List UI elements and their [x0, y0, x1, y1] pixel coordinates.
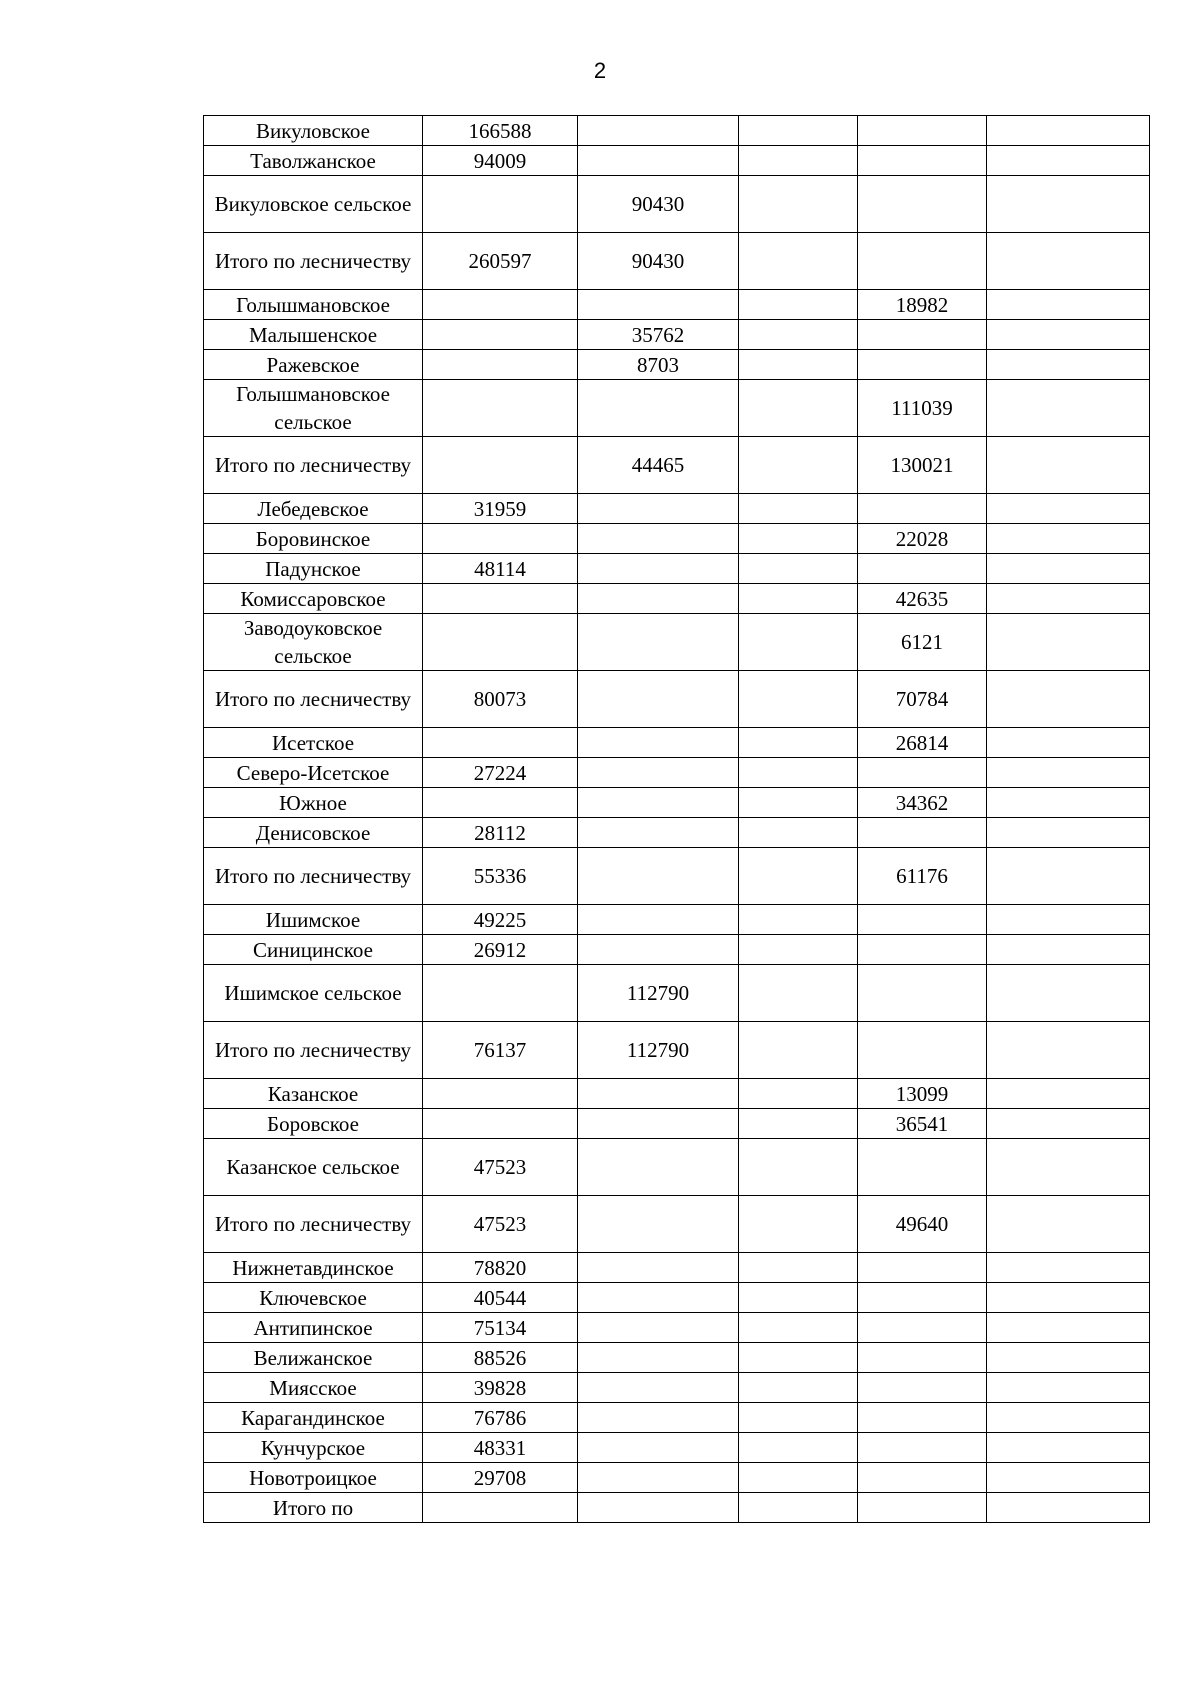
table-row	[204, 1196, 1150, 1253]
row-label-cell: Викуловское сельское	[204, 176, 423, 233]
value-cell	[423, 437, 578, 494]
row-label-cell: Антипинское	[204, 1313, 423, 1343]
value-cell	[578, 1313, 739, 1343]
table-row	[204, 614, 1150, 671]
value-cell	[423, 728, 578, 758]
value-cell: 47523	[423, 1196, 578, 1253]
value-cell	[578, 671, 739, 728]
value-cell	[987, 584, 1150, 614]
value-cell	[858, 350, 987, 380]
value-cell	[739, 1109, 858, 1139]
value-cell	[739, 1313, 858, 1343]
value-cell	[858, 494, 987, 524]
value-cell: 166588	[423, 116, 578, 146]
table-row	[204, 584, 1150, 614]
row-label-cell: Синицинское	[204, 935, 423, 965]
row-label-cell: Малышенское	[204, 320, 423, 350]
value-cell	[858, 1493, 987, 1523]
value-cell	[739, 1403, 858, 1433]
value-cell	[858, 905, 987, 935]
value-cell	[987, 1253, 1150, 1283]
value-cell	[987, 320, 1150, 350]
table-row	[204, 1139, 1150, 1196]
table-row	[204, 1433, 1150, 1463]
table-row	[204, 437, 1150, 494]
value-cell	[987, 1343, 1150, 1373]
value-cell	[987, 176, 1150, 233]
table-row	[204, 524, 1150, 554]
row-label-cell: Падунское	[204, 554, 423, 584]
value-cell	[739, 1373, 858, 1403]
value-cell	[858, 1313, 987, 1343]
value-cell	[578, 1079, 739, 1109]
value-cell	[858, 1343, 987, 1373]
table-row	[204, 1373, 1150, 1403]
table-row	[204, 905, 1150, 935]
value-cell	[423, 524, 578, 554]
value-cell	[739, 1343, 858, 1373]
value-cell: 35762	[578, 320, 739, 350]
value-cell	[739, 1493, 858, 1523]
value-cell: 111039	[858, 380, 987, 437]
value-cell	[987, 290, 1150, 320]
row-label-cell: Итого по лесничеству	[204, 848, 423, 905]
value-cell	[987, 788, 1150, 818]
row-label-cell: Южное	[204, 788, 423, 818]
value-cell: 27224	[423, 758, 578, 788]
value-cell	[423, 788, 578, 818]
value-cell	[578, 554, 739, 584]
value-cell: 260597	[423, 233, 578, 290]
value-cell: 94009	[423, 146, 578, 176]
table-row	[204, 554, 1150, 584]
value-cell	[858, 320, 987, 350]
table-row	[204, 1403, 1150, 1433]
row-label-cell: Ключевское	[204, 1283, 423, 1313]
value-cell	[858, 818, 987, 848]
value-cell: 6121	[858, 614, 987, 671]
row-label-cell: Новотроицкое	[204, 1463, 423, 1493]
value-cell	[739, 380, 858, 437]
value-cell	[858, 1139, 987, 1196]
value-cell	[739, 233, 858, 290]
forestry-table	[203, 115, 1150, 1523]
value-cell	[739, 818, 858, 848]
value-cell	[578, 494, 739, 524]
value-cell: 28112	[423, 818, 578, 848]
value-cell	[423, 1079, 578, 1109]
value-cell: 112790	[578, 1022, 739, 1079]
value-cell: 26912	[423, 935, 578, 965]
value-cell: 13099	[858, 1079, 987, 1109]
value-cell	[578, 116, 739, 146]
value-cell	[858, 1283, 987, 1313]
value-cell	[987, 350, 1150, 380]
value-cell	[423, 380, 578, 437]
value-cell	[858, 965, 987, 1022]
value-cell	[739, 176, 858, 233]
value-cell: 88526	[423, 1343, 578, 1373]
value-cell: 34362	[858, 788, 987, 818]
value-cell: 80073	[423, 671, 578, 728]
value-cell	[987, 1022, 1150, 1079]
value-cell	[739, 1433, 858, 1463]
value-cell	[578, 1463, 739, 1493]
value-cell	[987, 848, 1150, 905]
value-cell	[739, 965, 858, 1022]
row-label-cell: Лебедевское	[204, 494, 423, 524]
value-cell	[423, 320, 578, 350]
table-row	[204, 818, 1150, 848]
value-cell	[987, 728, 1150, 758]
table-row	[204, 1253, 1150, 1283]
value-cell	[739, 1022, 858, 1079]
value-cell: 55336	[423, 848, 578, 905]
value-cell	[578, 1343, 739, 1373]
value-cell	[987, 905, 1150, 935]
value-cell	[739, 758, 858, 788]
value-cell	[578, 614, 739, 671]
value-cell: 44465	[578, 437, 739, 494]
value-cell	[739, 146, 858, 176]
table-row	[204, 1109, 1150, 1139]
value-cell: 18982	[858, 290, 987, 320]
value-cell	[987, 494, 1150, 524]
value-cell	[987, 116, 1150, 146]
value-cell	[739, 1463, 858, 1493]
value-cell	[858, 116, 987, 146]
value-cell: 36541	[858, 1109, 987, 1139]
value-cell	[858, 146, 987, 176]
value-cell	[987, 1373, 1150, 1403]
table-row	[204, 350, 1150, 380]
table-row	[204, 494, 1150, 524]
row-label-cell: Казанское сельское	[204, 1139, 423, 1196]
value-cell	[987, 380, 1150, 437]
value-cell	[423, 290, 578, 320]
value-cell	[739, 494, 858, 524]
value-cell	[739, 290, 858, 320]
value-cell	[578, 1493, 739, 1523]
value-cell: 78820	[423, 1253, 578, 1283]
row-label-cell: Северо-Исетское	[204, 758, 423, 788]
row-label-cell: Боровинское	[204, 524, 423, 554]
value-cell	[987, 965, 1150, 1022]
value-cell: 8703	[578, 350, 739, 380]
value-cell: 75134	[423, 1313, 578, 1343]
table-row	[204, 380, 1150, 437]
value-cell	[739, 614, 858, 671]
value-cell: 49640	[858, 1196, 987, 1253]
row-label-cell: Итого по лесничеству	[204, 671, 423, 728]
value-cell: 29708	[423, 1463, 578, 1493]
row-label-cell: Ишимское	[204, 905, 423, 935]
table-row	[204, 1022, 1150, 1079]
table-body	[204, 116, 1150, 1523]
value-cell	[739, 1283, 858, 1313]
row-label-cell: Велижанское	[204, 1343, 423, 1373]
row-label-cell: Таволжанское	[204, 146, 423, 176]
value-cell	[578, 524, 739, 554]
value-cell	[987, 437, 1150, 494]
value-cell	[578, 1109, 739, 1139]
value-cell	[987, 1493, 1150, 1523]
value-cell	[423, 1493, 578, 1523]
value-cell: 40544	[423, 1283, 578, 1313]
value-cell	[578, 1196, 739, 1253]
value-cell	[987, 614, 1150, 671]
value-cell	[858, 1433, 987, 1463]
value-cell: 26814	[858, 728, 987, 758]
value-cell	[987, 1079, 1150, 1109]
value-cell	[987, 1139, 1150, 1196]
value-cell	[578, 1253, 739, 1283]
value-cell	[858, 935, 987, 965]
value-cell: 48114	[423, 554, 578, 584]
value-cell	[987, 1109, 1150, 1139]
value-cell	[739, 728, 858, 758]
table-row	[204, 1283, 1150, 1313]
value-cell	[578, 848, 739, 905]
value-cell	[739, 1253, 858, 1283]
row-label-cell: Голышмановское сельское	[204, 380, 423, 437]
value-cell	[739, 1196, 858, 1253]
row-label-cell: Викуловское	[204, 116, 423, 146]
row-label-cell: Итого по	[204, 1493, 423, 1523]
table-row	[204, 1079, 1150, 1109]
row-label-cell: Комиссаровское	[204, 584, 423, 614]
table-row	[204, 176, 1150, 233]
value-cell	[987, 1196, 1150, 1253]
value-cell	[578, 758, 739, 788]
table-row	[204, 116, 1150, 146]
value-cell	[987, 1433, 1150, 1463]
table-row	[204, 1343, 1150, 1373]
value-cell: 70784	[858, 671, 987, 728]
value-cell	[987, 524, 1150, 554]
value-cell	[578, 818, 739, 848]
value-cell	[739, 935, 858, 965]
value-cell	[423, 176, 578, 233]
value-cell	[987, 818, 1150, 848]
value-cell	[987, 1403, 1150, 1433]
value-cell	[578, 1139, 739, 1196]
table-row	[204, 728, 1150, 758]
value-cell	[987, 671, 1150, 728]
value-cell	[987, 1463, 1150, 1493]
table-row	[204, 146, 1150, 176]
value-cell	[987, 1283, 1150, 1313]
value-cell: 48331	[423, 1433, 578, 1463]
table-row	[204, 233, 1150, 290]
value-cell	[423, 965, 578, 1022]
value-cell	[423, 584, 578, 614]
row-label-cell: Миясское	[204, 1373, 423, 1403]
table-row	[204, 935, 1150, 965]
value-cell	[578, 728, 739, 758]
value-cell	[578, 146, 739, 176]
value-cell	[858, 1253, 987, 1283]
table-row	[204, 671, 1150, 728]
row-label-cell: Заводоуковское сельское	[204, 614, 423, 671]
row-label-cell: Итого по лесничеству	[204, 1022, 423, 1079]
row-label-cell: Казанское	[204, 1079, 423, 1109]
table-row	[204, 848, 1150, 905]
row-label-cell: Итого по лесничеству	[204, 1196, 423, 1253]
row-label-cell: Денисовское	[204, 818, 423, 848]
value-cell	[739, 320, 858, 350]
value-cell	[858, 233, 987, 290]
value-cell	[578, 380, 739, 437]
value-cell	[739, 905, 858, 935]
value-cell: 130021	[858, 437, 987, 494]
table-row	[204, 290, 1150, 320]
value-cell	[578, 788, 739, 818]
value-cell: 49225	[423, 905, 578, 935]
value-cell	[739, 554, 858, 584]
value-cell	[423, 1109, 578, 1139]
row-label-cell: Нижнетавдинское	[204, 1253, 423, 1283]
row-label-cell: Голышмановское	[204, 290, 423, 320]
value-cell	[578, 584, 739, 614]
value-cell: 61176	[858, 848, 987, 905]
row-label-cell: Исетское	[204, 728, 423, 758]
value-cell	[858, 1463, 987, 1493]
table-row	[204, 1463, 1150, 1493]
value-cell: 76786	[423, 1403, 578, 1433]
value-cell	[578, 1433, 739, 1463]
value-cell	[739, 584, 858, 614]
page-number: 2	[593, 58, 607, 83]
value-cell	[987, 146, 1150, 176]
row-label-cell: Карагандинское	[204, 1403, 423, 1433]
value-cell	[578, 935, 739, 965]
row-label-cell: Кунчурское	[204, 1433, 423, 1463]
table-row	[204, 965, 1150, 1022]
value-cell: 42635	[858, 584, 987, 614]
value-cell	[423, 350, 578, 380]
row-label-cell: Боровское	[204, 1109, 423, 1139]
value-cell	[858, 554, 987, 584]
value-cell	[739, 1079, 858, 1109]
value-cell	[739, 848, 858, 905]
value-cell	[739, 524, 858, 554]
table-row	[204, 758, 1150, 788]
value-cell: 76137	[423, 1022, 578, 1079]
value-cell: 47523	[423, 1139, 578, 1196]
table-row	[204, 1493, 1150, 1523]
value-cell	[739, 671, 858, 728]
value-cell	[858, 176, 987, 233]
value-cell	[423, 614, 578, 671]
table-row	[204, 788, 1150, 818]
row-label-cell: Итого по лесничеству	[204, 233, 423, 290]
value-cell	[578, 290, 739, 320]
row-label-cell: Итого по лесничеству	[204, 437, 423, 494]
value-cell: 22028	[858, 524, 987, 554]
value-cell: 31959	[423, 494, 578, 524]
value-cell	[858, 1373, 987, 1403]
value-cell	[987, 554, 1150, 584]
value-cell	[739, 116, 858, 146]
value-cell	[739, 437, 858, 494]
value-cell: 90430	[578, 176, 739, 233]
value-cell: 112790	[578, 965, 739, 1022]
value-cell	[739, 788, 858, 818]
value-cell: 90430	[578, 233, 739, 290]
value-cell	[739, 1139, 858, 1196]
table-row	[204, 1313, 1150, 1343]
row-label-cell: Ражевское	[204, 350, 423, 380]
value-cell	[578, 1403, 739, 1433]
value-cell	[578, 1283, 739, 1313]
value-cell	[987, 1313, 1150, 1343]
value-cell	[578, 1373, 739, 1403]
value-cell	[739, 350, 858, 380]
value-cell	[858, 1403, 987, 1433]
value-cell	[858, 758, 987, 788]
value-cell: 39828	[423, 1373, 578, 1403]
value-cell	[987, 935, 1150, 965]
value-cell	[578, 905, 739, 935]
value-cell	[987, 758, 1150, 788]
value-cell	[858, 1022, 987, 1079]
value-cell	[987, 233, 1150, 290]
row-label-cell: Ишимское сельское	[204, 965, 423, 1022]
table-row	[204, 320, 1150, 350]
